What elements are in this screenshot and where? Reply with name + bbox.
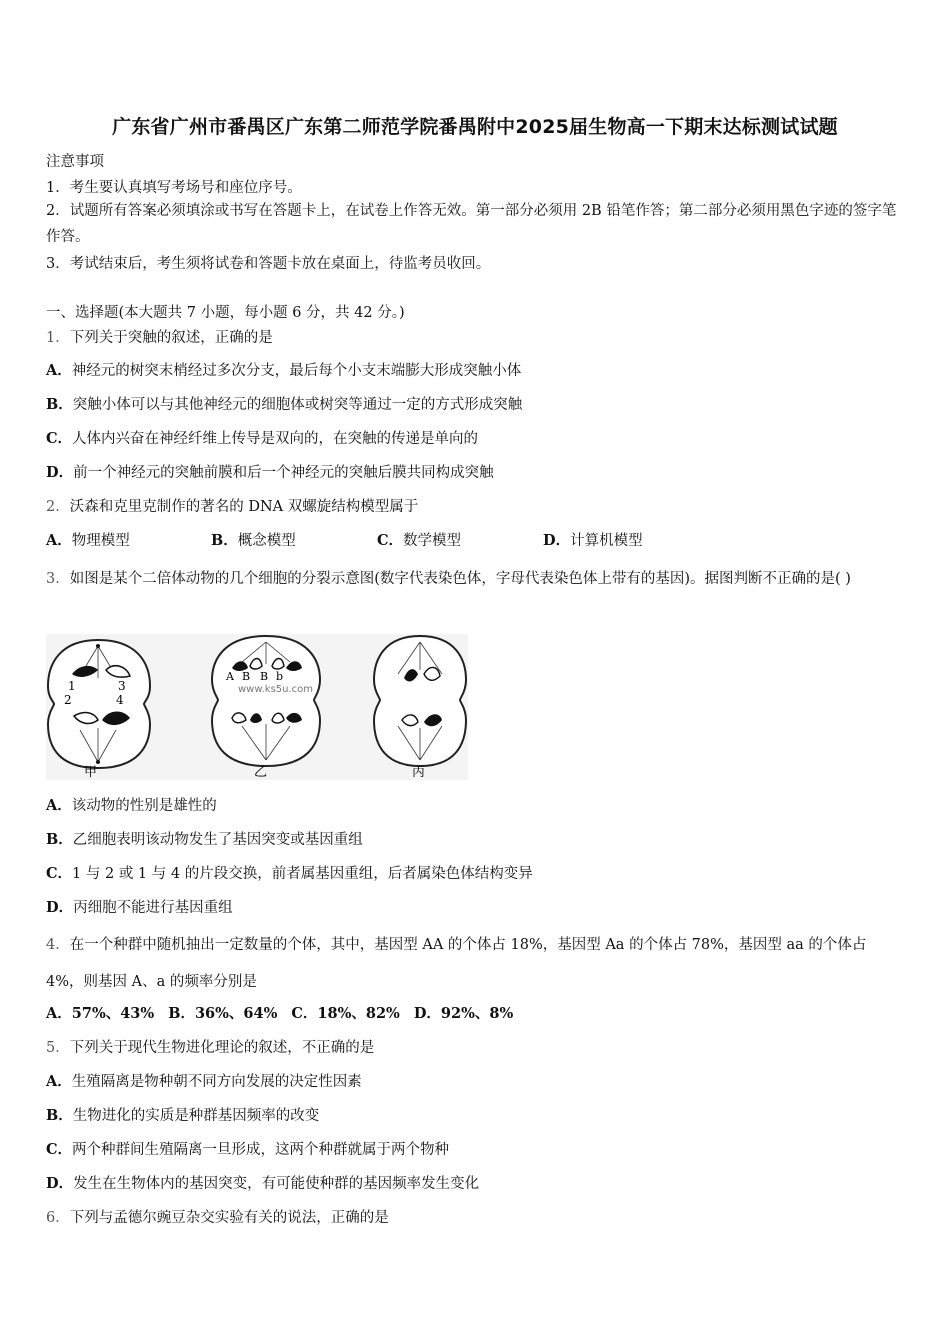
question-number: 6． [46,1210,70,1226]
option-b[interactable]: B．概念模型 [211,532,296,549]
option-a[interactable]: A．57%、43% [46,1005,155,1022]
chromosome-label: 4 [116,693,124,707]
option-c[interactable]: C．18%、82% [291,1005,400,1022]
chromosome-label: 3 [118,679,126,693]
watermark: www.ks5u.com [238,684,314,695]
option-c[interactable]: C．数学模型 [377,532,462,549]
question-stem: 5．下列关于现代生物进化理论的叙述，不正确的是 [46,1040,375,1056]
figure-caption: 丙 [412,765,426,780]
option-b[interactable]: B．生物进化的实质是种群基因频率的改变 [46,1107,320,1124]
option-d[interactable]: D．发生在生物体内的基因突变，有可能使种群的基因频率发生变化 [46,1175,480,1192]
figure-caption: 乙 [254,765,268,780]
option-b[interactable]: B．乙细胞表明该动物发生了基因突变或基因重组 [46,831,363,848]
option-d[interactable]: D．丙细胞不能进行基因重组 [46,899,233,916]
cell-yi [212,636,320,766]
question-number: 5． [46,1040,70,1056]
question-number: 1． [46,330,70,346]
option-a[interactable]: A．物理模型 [46,532,130,549]
option-c[interactable]: C．人体内兴奋在神经纤维上传导是双向的，在突触的传递是单向的 [46,430,479,447]
section-heading: 一、选择题(本大题共 7 小题，每小题 6 分，共 42 分。) [46,305,405,321]
notice-heading: 注意事项 [46,154,104,170]
question-number: 4． [46,937,70,953]
options-row [46,1004,906,1024]
page-title: 广东省广州市番禺区广东第二师范学院番禺附中2025届生物高一下期末达标测试试题 [112,116,838,138]
question-stem: 1．下列关于突触的叙述，正确的是 [46,330,273,346]
option-d[interactable]: D．前一个神经元的突触前膜和后一个神经元的突触后膜共同构成突触 [46,464,494,481]
gene-label: b [276,670,284,683]
notice-item: 2．试题所有答案必须填涂或书写在答题卡上，在试卷上作答无效。第一部分必须用 2B 铅笔作答；第二部分必须用黑色字迹的签字笔作答。 [46,203,897,245]
figure-caption: 甲 [84,765,98,780]
gene-label: B [260,670,269,683]
question-stem: 2．沃森和克里克制作的著名的 DNA 双螺旋结构模型属于 [46,499,419,515]
cell-jia [48,640,150,768]
option-a[interactable]: A．生殖隔离是物种朝不同方向发展的决定性因素 [46,1073,362,1090]
notice-item: 3．考试结束后，考生须将试卷和答题卡放在桌面上，待监考员收回。 [46,256,491,272]
question-stem: 3．如图是某个二倍体动物的几个细胞的分裂示意图(数字代表染色体，字母代表染色体上带有的基因)。据图判断不正确的是( ) [46,571,851,587]
options-row [46,531,906,551]
option-a[interactable]: A．神经元的树突末梢经过多次分支，最后每个小支末端膨大形成突触小体 [46,362,522,379]
option-d[interactable]: D．计算机模型 [543,532,643,549]
question-stem: 6．下列与孟德尔豌豆杂交实验有关的说法，正确的是 [46,1210,389,1226]
question-number: 3． [46,571,70,587]
notice-item: 1．考生要认真填写考场号和座位序号。 [46,180,302,196]
option-d[interactable]: D．92%、8% [413,1005,514,1022]
cell-division-figure [46,634,468,780]
option-b[interactable]: B．36%、64% [168,1005,278,1022]
chromosome-label: 2 [64,693,72,707]
option-c[interactable]: C．两个种群间生殖隔离一旦形成，这两个种群就属于两个物种 [46,1141,450,1158]
chromosome-label: 1 [68,679,76,693]
option-b[interactable]: B．突触小体可以与其他神经元的细胞体或树突等通过一定的方式形成突触 [46,396,523,413]
cell-bing [374,636,466,766]
gene-label: A [226,670,234,683]
option-c[interactable]: C．1 与 2 或 1 与 4 的片段交换，前者属基因重组，后者属染色体结构变异 [46,865,533,882]
question-stem: 4．在一个种群中随机抽出一定数量的个体，其中，基因型 AA 的个体占 18%，基因型 Aa 的个体占 78%，基因型 aa 的个体占 4%，则基因 A、a 的频率分别是 [46,937,867,990]
gene-label: B [242,670,251,683]
question-number: 2． [46,499,70,515]
option-a[interactable]: A．该动物的性别是雄性的 [46,797,217,814]
